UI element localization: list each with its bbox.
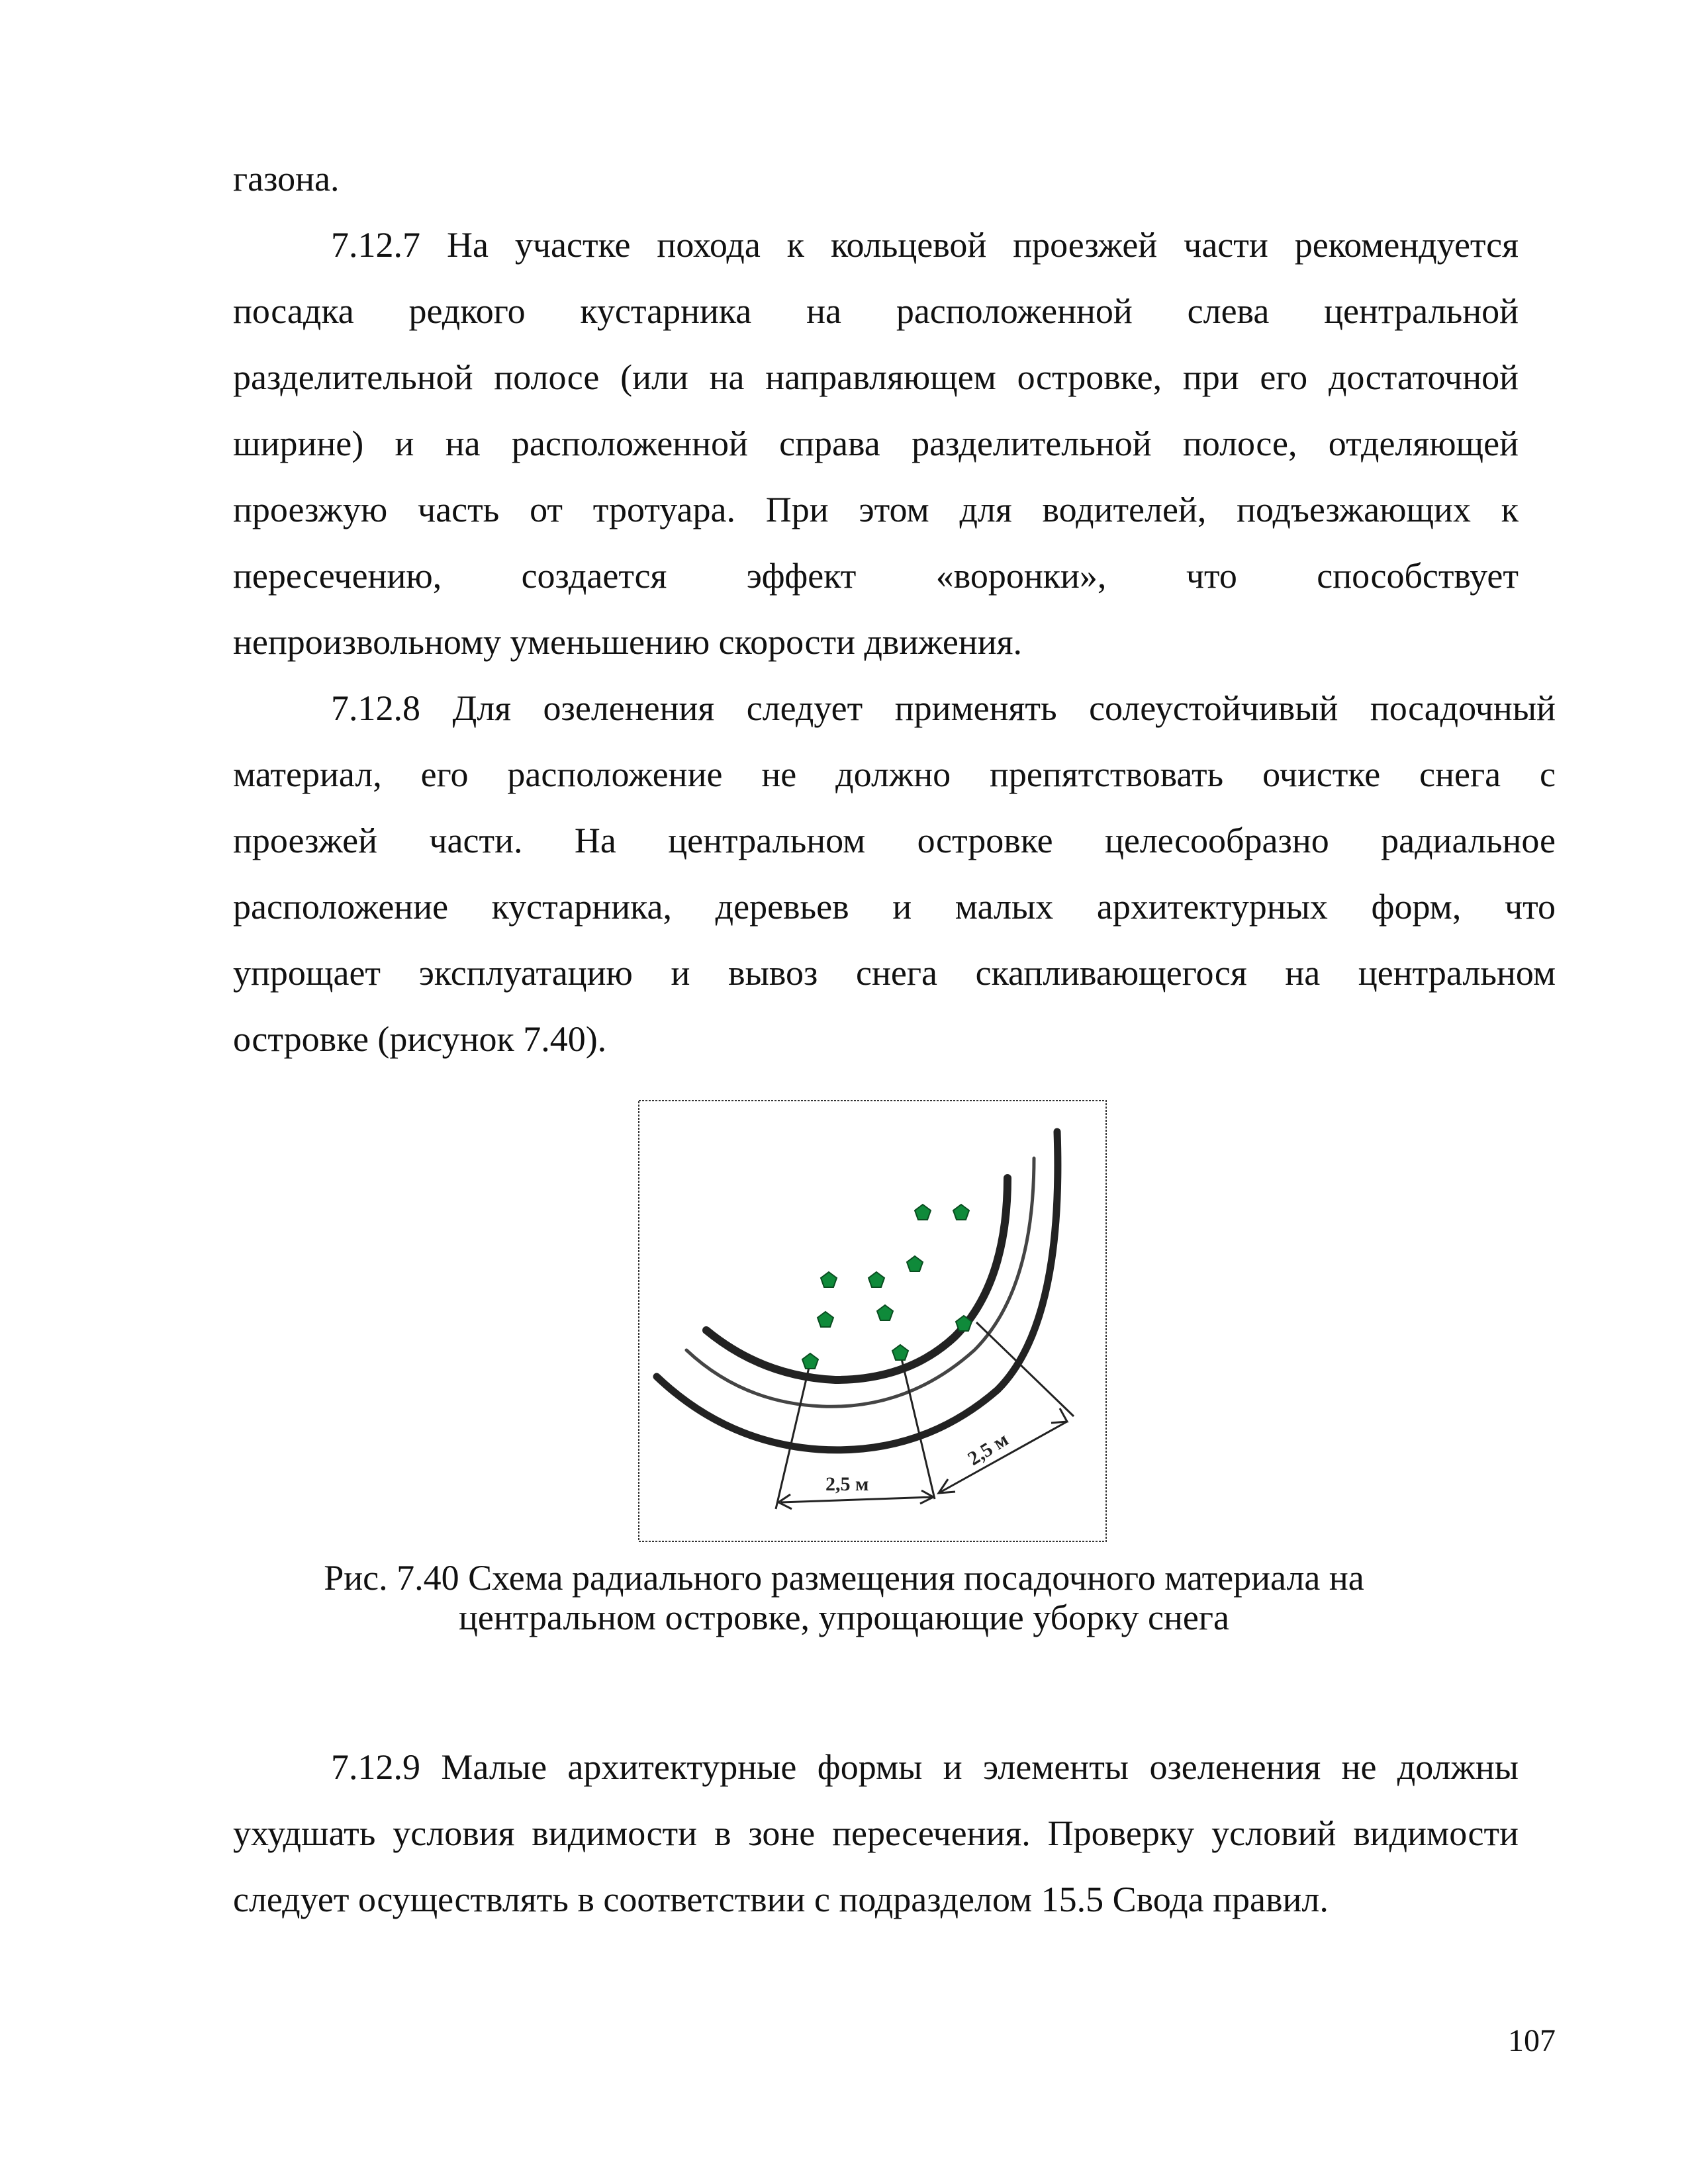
text-line: посадка редкого кустарника на расположенной слева центральной xyxy=(233,291,1519,331)
plant-marker xyxy=(802,1353,818,1369)
middle-lane-arc xyxy=(686,1158,1034,1406)
road-arcs xyxy=(657,1132,1058,1450)
outer-edge-arc xyxy=(657,1132,1058,1450)
text-line: упрощает эксплуатацию и вывоз снега скапливающегося на центральном xyxy=(233,953,1556,993)
figure-radial-planting-scheme xyxy=(637,1099,1108,1543)
plant-marker xyxy=(915,1205,931,1220)
text-line: расположение кустарника, деревьев и малых архитектурных форм, что xyxy=(233,887,1556,927)
text-line: непроизвольному уменьшению скорости движения. xyxy=(233,622,1023,662)
paragraph-7-12-9-first-line: 7.12.9 Малые архитектурные формы и элементы озеленения не должны xyxy=(331,1747,1519,1787)
figure-caption-line-2: центральном островке, упрощающие уборку снега xyxy=(459,1598,1229,1637)
page-number: 107 xyxy=(1508,2023,1556,2058)
text-line: газона. xyxy=(233,159,340,199)
dimension-label-bottom: 2,5 м xyxy=(825,1473,869,1495)
plant-marker xyxy=(818,1312,833,1327)
text-line: следует осуществлять в соответствии с подразделом 15.5 Свода правил. xyxy=(233,1880,1329,1919)
plant-marker xyxy=(821,1272,837,1287)
text-line: проезжую часть от тротуара. При этом для водителей, подъезжающих к xyxy=(233,490,1519,529)
paragraph-7-12-7-first-line: 7.12.7 На участке похода к кольцевой проезжей части рекомендуется xyxy=(331,225,1519,265)
text-line: ширине) и на расположенной справа разделительной полосе, отделяющей xyxy=(233,424,1519,463)
plant-marker xyxy=(877,1305,893,1320)
figure-caption-line-1: Рис. 7.40 Схема радиального размещения посадочного материала на xyxy=(324,1558,1364,1598)
text-line: островке (рисунок 7.40). xyxy=(233,1019,607,1059)
plant-marker xyxy=(907,1256,923,1271)
plant-marker xyxy=(953,1205,969,1220)
dimension-label-diagonal: 2,5 м xyxy=(964,1428,1013,1470)
paragraph-7-12-8-first-line: 7.12.8 Для озеленения следует применять солеустойчивый посадочный xyxy=(331,688,1556,728)
text-line: материал, его расположение не должно препятствовать очистке снега с xyxy=(233,754,1556,794)
plant-marker xyxy=(892,1345,908,1360)
text-line: пересечению, создается эффект «воронки», что способствует xyxy=(233,556,1519,596)
text-line: проезжей части. На центральном островке целесообразно радиальное xyxy=(233,821,1556,860)
plant-marker xyxy=(868,1272,884,1287)
text-line: разделительной полосе (или на направляющем островке, при его достаточной xyxy=(233,357,1519,397)
text-line: ухудшать условия видимости в зоне пересечения. Проверку условий видимости xyxy=(233,1813,1519,1853)
